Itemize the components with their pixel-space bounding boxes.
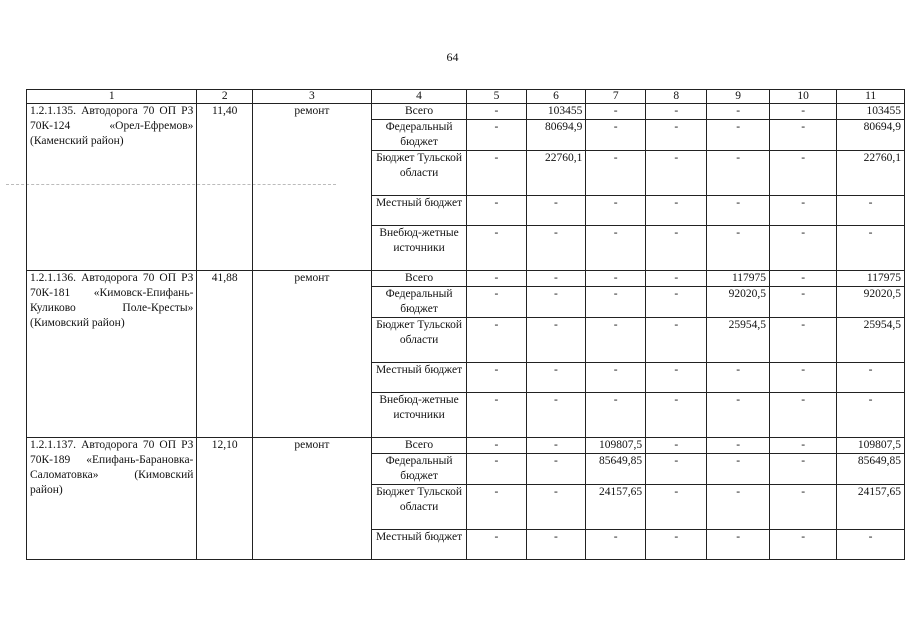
amount-cell: - <box>837 196 905 226</box>
funding-source-extrabudget: Внебюд-жетные источники <box>371 226 467 271</box>
amount-cell: - <box>770 438 837 454</box>
amount-cell: 24157,65 <box>837 485 905 530</box>
amount-cell: - <box>837 530 905 560</box>
amount-cell: - <box>526 226 586 271</box>
amount-cell: - <box>586 363 646 393</box>
amount-cell: - <box>646 454 707 485</box>
amount-cell: 80694,9 <box>837 120 905 151</box>
funding-source-regional: Бюджет Тульской области <box>371 485 467 530</box>
amount-cell: - <box>586 271 646 287</box>
amount-cell: - <box>770 271 837 287</box>
amount-cell: - <box>646 438 707 454</box>
amount-cell: - <box>467 438 526 454</box>
amount-cell: - <box>707 530 770 560</box>
amount-cell: - <box>526 271 586 287</box>
amount-cell: - <box>586 120 646 151</box>
amount-cell: - <box>467 454 526 485</box>
amount-cell: - <box>770 318 837 363</box>
table-row <box>27 104 905 120</box>
amount-cell: 85649,85 <box>837 454 905 485</box>
funding-source-regional: Бюджет Тульской области <box>371 318 467 363</box>
funding-source-total: Всего <box>371 271 467 287</box>
amount-cell: - <box>467 318 526 363</box>
table-row <box>27 438 905 454</box>
amount-cell: - <box>467 120 526 151</box>
table-body <box>27 90 905 560</box>
amount-cell: - <box>526 318 586 363</box>
amount-cell: 80694,9 <box>526 120 586 151</box>
funding-source-extrabudget: Внебюд-жетные источники <box>371 393 467 438</box>
amount-cell: - <box>586 151 646 196</box>
amount-cell: - <box>467 363 526 393</box>
amount-cell: - <box>707 196 770 226</box>
col-header: 11 <box>837 90 905 104</box>
amount-cell: - <box>770 363 837 393</box>
page-number: 64 <box>446 50 459 64</box>
amount-cell: 117975 <box>837 271 905 287</box>
amount-cell: - <box>526 485 586 530</box>
amount-cell: - <box>467 485 526 530</box>
amount-cell: - <box>770 287 837 318</box>
funding-source-local: Местный бюджет <box>371 530 467 560</box>
work-type-cell: ремонт <box>253 271 372 438</box>
col-header: 8 <box>646 90 707 104</box>
work-type-cell: ремонт <box>253 104 372 271</box>
amount-cell: - <box>586 530 646 560</box>
amount-cell: - <box>770 196 837 226</box>
col-header: 2 <box>197 90 253 104</box>
amount-cell: - <box>467 226 526 271</box>
funding-source-regional: Бюджет Тульской области <box>371 151 467 196</box>
budget-table <box>26 89 905 560</box>
amount-cell: - <box>770 454 837 485</box>
amount-cell: - <box>707 104 770 120</box>
amount-cell: - <box>586 393 646 438</box>
table-row <box>27 271 905 287</box>
amount-cell: - <box>646 287 707 318</box>
amount-cell: - <box>646 393 707 438</box>
col-header: 6 <box>526 90 586 104</box>
amount-cell: - <box>467 196 526 226</box>
funding-source-total: Всего <box>371 104 467 120</box>
amount-cell: - <box>646 485 707 530</box>
header-row <box>27 90 905 104</box>
amount-cell: 22760,1 <box>526 151 586 196</box>
amount-cell: - <box>467 151 526 196</box>
amount-cell: 109807,5 <box>586 438 646 454</box>
amount-cell: - <box>586 226 646 271</box>
amount-cell: - <box>770 485 837 530</box>
amount-cell: - <box>526 287 586 318</box>
amount-cell: - <box>526 196 586 226</box>
object-name-cell: 1.2.1.135. Автодорога 70 ОП РЗ 70К-124 «Орел-Ефремов» (Каменский район) <box>27 104 197 271</box>
funding-source-local: Местный бюджет <box>371 363 467 393</box>
funding-source-federal: Федеральный бюджет <box>371 287 467 318</box>
amount-cell: - <box>586 196 646 226</box>
amount-cell: - <box>770 226 837 271</box>
amount-cell: 25954,5 <box>707 318 770 363</box>
length-cell: 12,10 <box>197 438 253 560</box>
amount-cell: - <box>707 438 770 454</box>
amount-cell: - <box>467 393 526 438</box>
amount-cell: - <box>770 151 837 196</box>
amount-cell: - <box>770 393 837 438</box>
col-header: 9 <box>707 90 770 104</box>
amount-cell: 109807,5 <box>837 438 905 454</box>
amount-cell: - <box>837 363 905 393</box>
amount-cell: - <box>646 104 707 120</box>
amount-cell: - <box>707 485 770 530</box>
amount-cell: - <box>526 363 586 393</box>
amount-cell: - <box>526 530 586 560</box>
funding-source-local: Местный бюджет <box>371 196 467 226</box>
col-header: 1 <box>27 90 197 104</box>
col-header: 10 <box>770 90 837 104</box>
amount-cell: - <box>467 271 526 287</box>
amount-cell: - <box>646 363 707 393</box>
amount-cell: - <box>707 393 770 438</box>
amount-cell: 85649,85 <box>586 454 646 485</box>
amount-cell: - <box>770 120 837 151</box>
amount-cell: - <box>467 287 526 318</box>
funding-source-federal: Федеральный бюджет <box>371 120 467 151</box>
col-header: 4 <box>371 90 467 104</box>
amount-cell: 22760,1 <box>837 151 905 196</box>
amount-cell: - <box>467 530 526 560</box>
amount-cell: - <box>707 226 770 271</box>
amount-cell: - <box>646 120 707 151</box>
amount-cell: 92020,5 <box>707 287 770 318</box>
amount-cell: 117975 <box>707 271 770 287</box>
col-header: 5 <box>467 90 526 104</box>
work-type-cell: ремонт <box>253 438 372 560</box>
amount-cell: 103455 <box>837 104 905 120</box>
amount-cell: - <box>646 271 707 287</box>
funding-source-federal: Федеральный бюджет <box>371 454 467 485</box>
amount-cell: - <box>646 226 707 271</box>
amount-cell: 103455 <box>526 104 586 120</box>
amount-cell: - <box>837 226 905 271</box>
length-cell: 11,40 <box>197 104 253 271</box>
amount-cell: - <box>586 287 646 318</box>
amount-cell: - <box>770 104 837 120</box>
amount-cell: - <box>707 363 770 393</box>
amount-cell: 24157,65 <box>586 485 646 530</box>
amount-cell: - <box>586 104 646 120</box>
amount-cell: - <box>526 393 586 438</box>
col-header: 3 <box>253 90 372 104</box>
amount-cell: - <box>837 393 905 438</box>
amount-cell: - <box>770 530 837 560</box>
amount-cell: - <box>467 104 526 120</box>
amount-cell: - <box>646 530 707 560</box>
object-name-cell: 1.2.1.137. Автодорога 70 ОП РЗ 70К-189 «Епифань-Барановка-Саломатовка» (Кимовский район) <box>27 438 197 560</box>
amount-cell: 92020,5 <box>837 287 905 318</box>
length-cell: 41,88 <box>197 271 253 438</box>
amount-cell: - <box>526 454 586 485</box>
funding-source-total: Всего <box>371 438 467 454</box>
amount-cell: - <box>707 454 770 485</box>
col-header: 7 <box>586 90 646 104</box>
amount-cell: - <box>646 318 707 363</box>
amount-cell: 25954,5 <box>837 318 905 363</box>
amount-cell: - <box>707 120 770 151</box>
amount-cell: - <box>646 151 707 196</box>
amount-cell: - <box>646 196 707 226</box>
amount-cell: - <box>526 438 586 454</box>
amount-cell: - <box>707 151 770 196</box>
amount-cell: - <box>586 318 646 363</box>
object-name-cell: 1.2.1.136. Автодорога 70 ОП РЗ 70К-181 «Кимовск-Епифань-Куликово Поле-Кресты» (Кимовский район) <box>27 271 197 438</box>
